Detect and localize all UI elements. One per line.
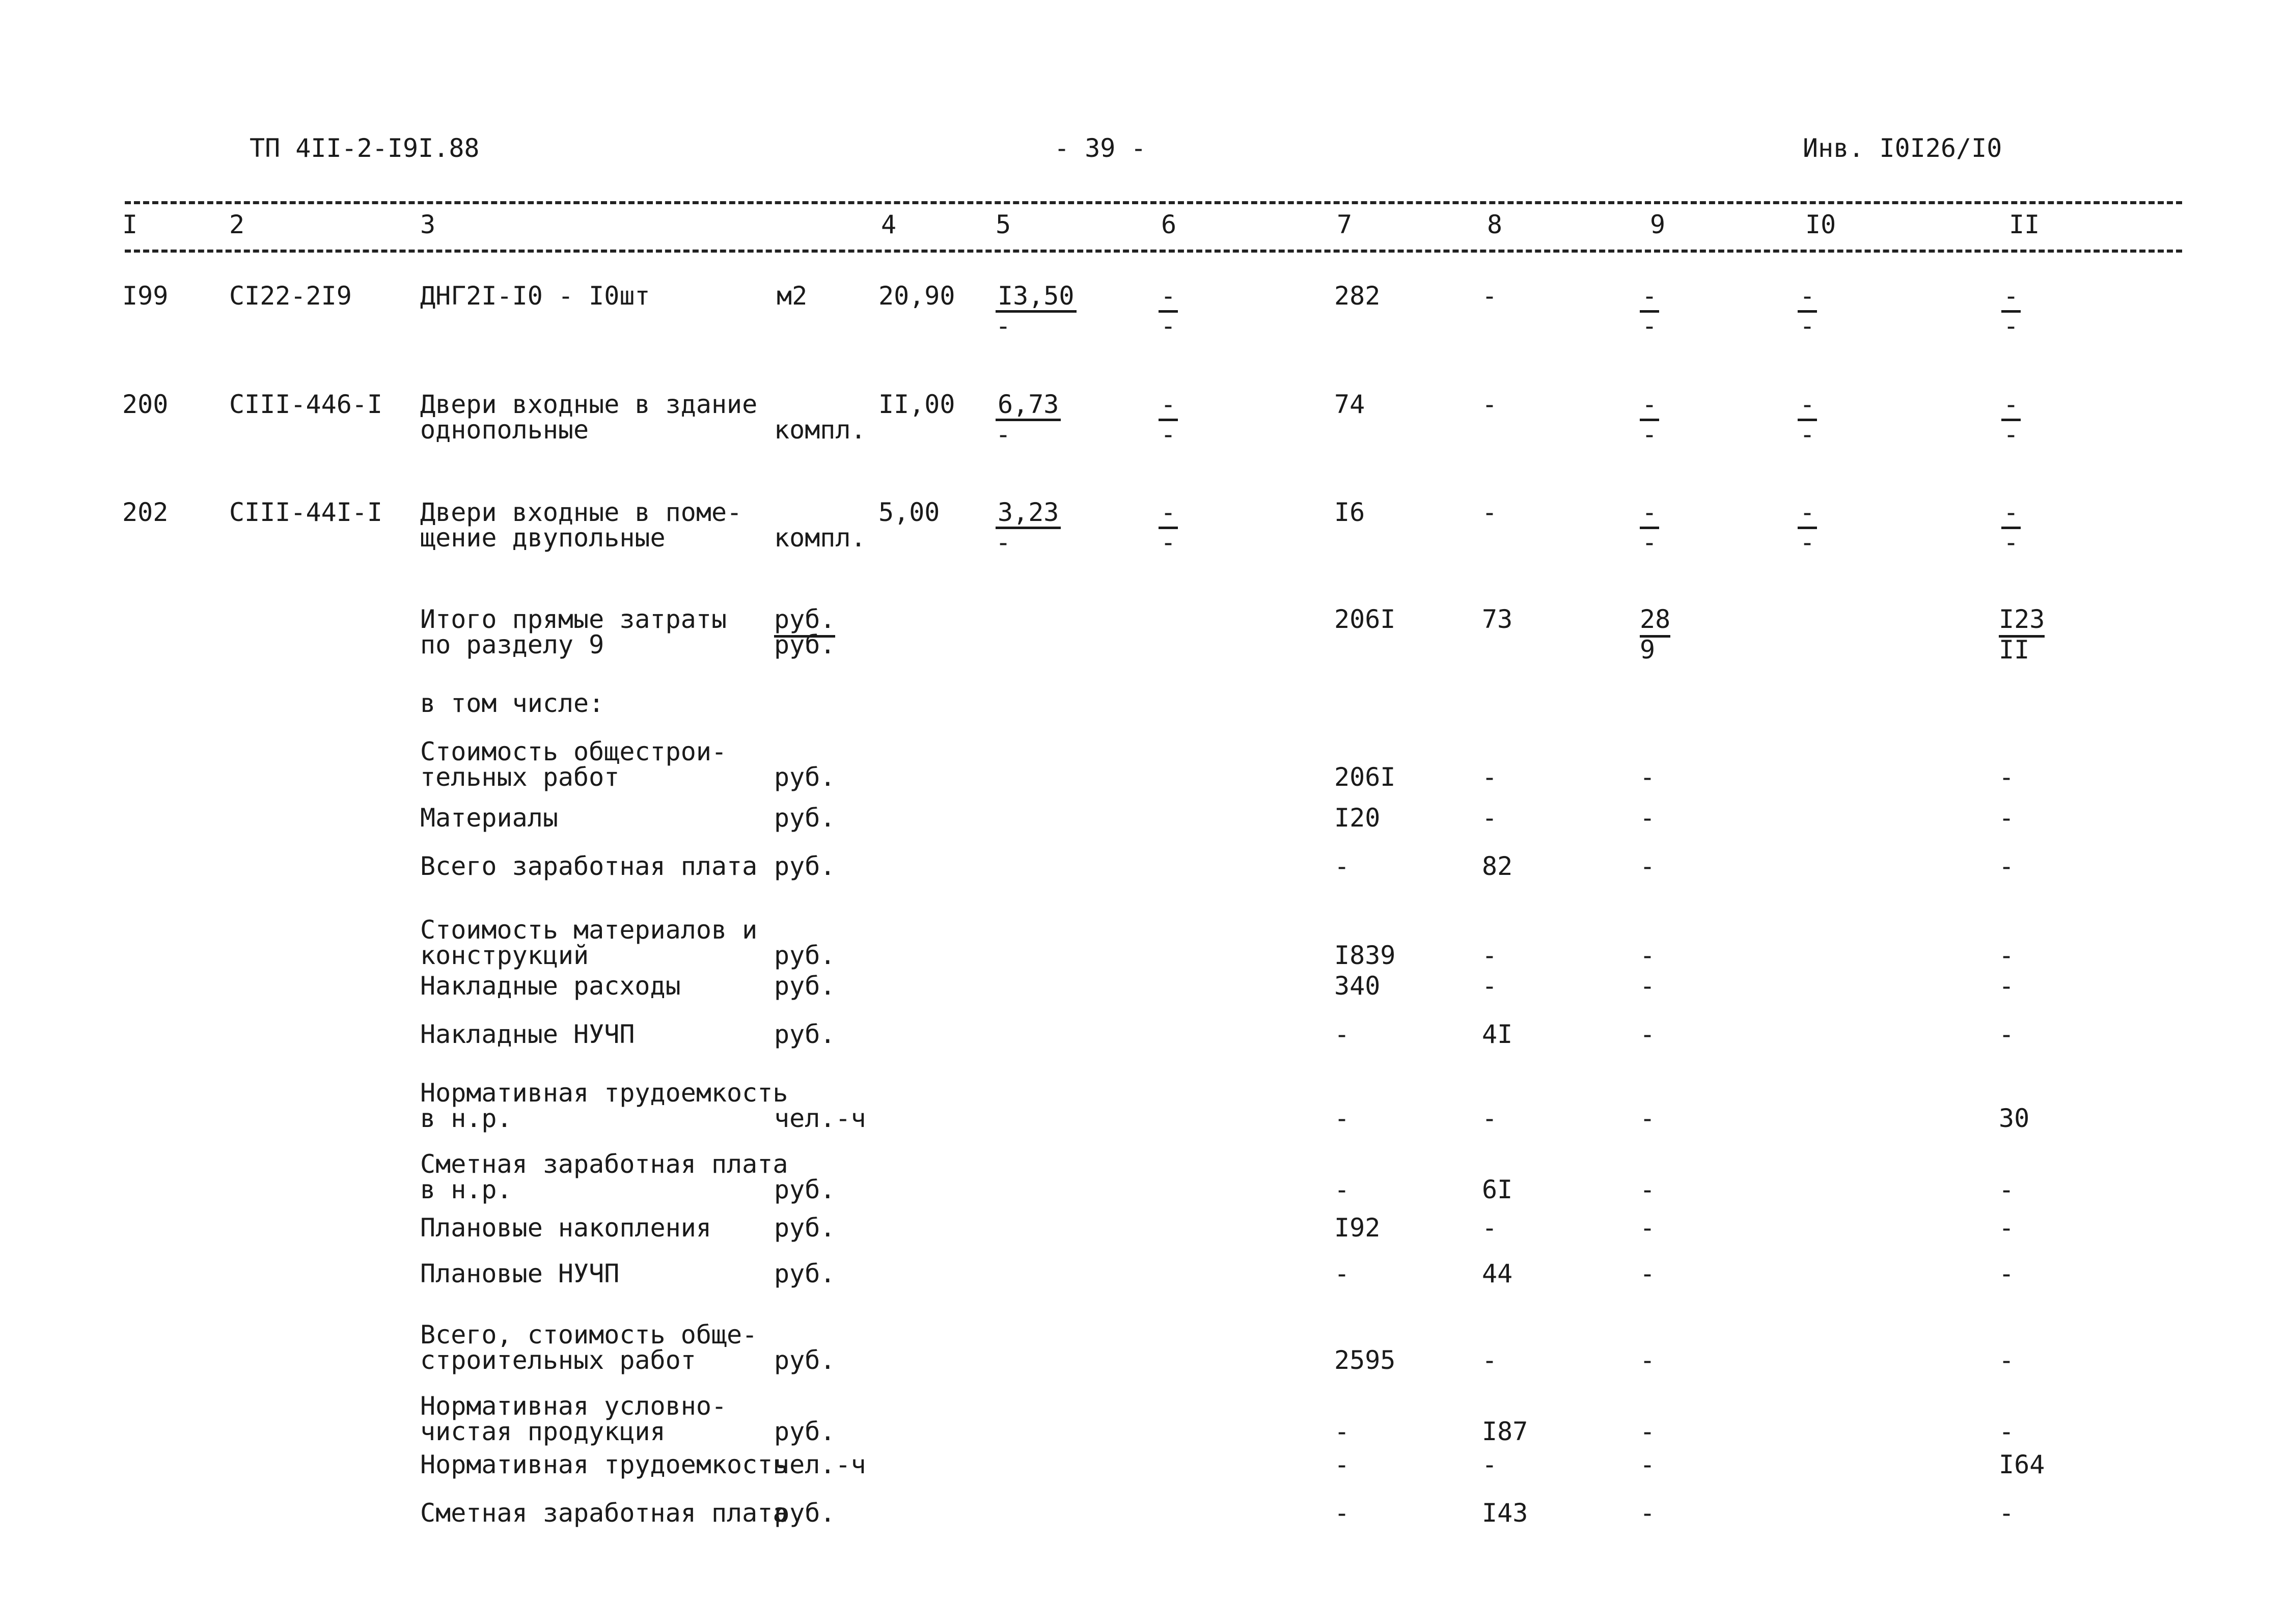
summary-c11: - (1999, 1417, 2015, 1446)
summary-label: Нормативная условно- (420, 1391, 727, 1421)
summary-c9: - (1640, 941, 1656, 970)
table-row-price: 6,73 - (996, 391, 1061, 448)
col-header-10: I0 (1805, 210, 1836, 239)
summary-c7: I92 (1334, 1213, 1381, 1243)
summary-c8: 44 (1482, 1259, 1513, 1288)
summary-c11: - (1999, 941, 2015, 970)
summary-c9: - (1640, 1259, 1656, 1288)
summary-unit: руб. (774, 803, 836, 833)
col-header-2: 2 (229, 210, 245, 239)
summary-label-cont: тельных работ (420, 762, 620, 792)
summary-c8: - (1482, 971, 1498, 1001)
table-row-col11: - - (2001, 391, 2021, 448)
totals-label-cont: по разделу 9 (420, 630, 604, 659)
summary-c9: - (1640, 803, 1656, 833)
summary-label-cont: в н.р. (420, 1175, 512, 1204)
table-row-name: Двери входные в здание (420, 390, 758, 419)
totals-col9-bottom: 9 (1640, 635, 1656, 665)
summary-label-cont: строительных работ (420, 1345, 696, 1375)
table-row-col9: - - (1640, 283, 1659, 339)
summary-c7: 206I (1334, 762, 1396, 792)
totals-col9-top: 28 (1640, 606, 1670, 632)
table-row-name: Двери входные в поме- (420, 498, 742, 527)
summary-c9: - (1640, 1213, 1656, 1243)
totals-label: Итого прямые затраты (420, 604, 727, 634)
summary-unit: руб. (774, 851, 836, 881)
page-number: - 39 - (1054, 133, 1146, 163)
summary-c9: - (1640, 1175, 1656, 1204)
totals-col11-top: I23 (1999, 606, 2045, 632)
table-row-col8: - (1482, 281, 1498, 311)
table-row-total: I6 (1334, 498, 1365, 527)
summary-label-cont: конструкций (420, 941, 589, 970)
summary-c9: - (1640, 1498, 1656, 1528)
summary-unit: руб. (774, 762, 836, 792)
summary-c7: - (1334, 1498, 1350, 1528)
summary-label: Стоимость общестрои- (420, 737, 727, 766)
table-row-num: I99 (122, 281, 169, 311)
table-row-total: 74 (1334, 390, 1365, 419)
summary-label: Нормативная трудоемкость (420, 1450, 788, 1479)
summary-c8: I43 (1482, 1498, 1528, 1528)
col-header-4: 4 (881, 210, 897, 239)
summary-c9: - (1640, 762, 1656, 792)
summary-c7: - (1334, 1417, 1350, 1446)
summary-c7: I839 (1334, 941, 1396, 970)
col-header-1: I (122, 210, 138, 239)
summary-label: Сметная заработная плата (420, 1498, 788, 1528)
table-row-col10: - - (1798, 283, 1817, 339)
table-row-code: CIII-446-I (229, 390, 383, 419)
table-row-qty: II,00 (878, 390, 955, 419)
summary-c8: - (1482, 803, 1498, 833)
summary-c8: 82 (1482, 851, 1513, 881)
summary-label: Накладные НУЧП (420, 1020, 635, 1049)
table-row-num: 200 (122, 390, 169, 419)
table-row-col9: - - (1640, 499, 1659, 556)
summary-unit: руб. (774, 941, 836, 970)
summary-label: Нормативная трудоемкость (420, 1078, 788, 1108)
table-row-col11: - - (2001, 499, 2021, 556)
table-row-col9: - - (1640, 391, 1659, 448)
summary-c8: - (1482, 941, 1498, 970)
summary-c11: - (1999, 1345, 2015, 1375)
totals-col8: 73 (1482, 604, 1513, 634)
summary-label: Плановые накопления (420, 1213, 711, 1243)
summary-c11: - (1999, 1020, 2015, 1049)
table-row-col11: - - (2001, 283, 2021, 339)
summary-label: Стоимость материалов и (420, 915, 758, 945)
summary-c11: - (1999, 803, 2015, 833)
table-row-col6: - - (1159, 391, 1178, 448)
summary-c8: - (1482, 1450, 1498, 1479)
summary-c11: - (1999, 1259, 2015, 1288)
col-header-11: II (2009, 210, 2040, 239)
col-header-8: 8 (1487, 210, 1503, 239)
totals-unit-bottom: руб. (774, 630, 836, 659)
summary-label: Плановые НУЧП (420, 1259, 620, 1288)
inventory-number: Инв. I0I26/I0 (1803, 133, 2002, 163)
summary-c9: - (1640, 1020, 1656, 1049)
summary-c11: - (1999, 971, 2015, 1001)
summary-label: Накладные расходы (420, 971, 681, 1001)
table-row-price: I3,50 - (996, 283, 1077, 339)
summary-unit: руб. (774, 1213, 836, 1243)
totals-col11-bottom: II (1999, 635, 2030, 665)
summary-c9: - (1640, 1345, 1656, 1375)
summary-c7: 2595 (1334, 1345, 1396, 1375)
summary-label: Сметная заработная плата (420, 1149, 788, 1179)
summary-c8: I87 (1482, 1417, 1528, 1446)
summary-label: Всего заработная плата (420, 851, 758, 881)
table-row-name: ДНГ2I-I0 - I0шт (420, 281, 650, 311)
table-row-code: CIII-44I-I (229, 498, 383, 527)
table-row-col8: - (1482, 390, 1498, 419)
summary-c7: I20 (1334, 803, 1381, 833)
table-row-name-cont: щение двупольные (420, 523, 666, 553)
summary-unit: руб. (774, 1417, 836, 1446)
summary-unit: руб. (774, 1259, 836, 1288)
col-header-3: 3 (420, 210, 436, 239)
summary-c8: - (1482, 1213, 1498, 1243)
table-row-code: CI22-2I9 (229, 281, 352, 311)
table-row-col10: - - (1798, 499, 1817, 556)
doc-code: ТП 4II-2-I9I.88 (250, 133, 480, 163)
summary-c9: - (1640, 851, 1656, 881)
header-rule-top (125, 201, 2182, 204)
table-row-unit: компл. (774, 523, 866, 553)
summary-c9: - (1640, 971, 1656, 1001)
summary-unit: чел.-ч (774, 1450, 866, 1479)
table-row-col6: - - (1159, 283, 1178, 339)
col-header-5: 5 (996, 210, 1011, 239)
col-header-6: 6 (1161, 210, 1177, 239)
summary-unit: руб. (774, 971, 836, 1001)
summary-c8: 6I (1482, 1175, 1513, 1204)
summary-c9: - (1640, 1104, 1656, 1133)
table-row-unit: компл. (774, 415, 866, 445)
table-row-price: 3,23 - (996, 499, 1061, 556)
table-row-qty: 5,00 (878, 498, 940, 527)
summary-c7: - (1334, 1259, 1350, 1288)
summary-c8: - (1482, 1104, 1498, 1133)
totals-col7: 206I (1334, 604, 1396, 634)
summary-c8: - (1482, 1345, 1498, 1375)
including-label: в том числе: (420, 689, 604, 718)
header-rule-bottom (125, 250, 2182, 253)
summary-unit: руб. (774, 1020, 836, 1049)
table-row-unit: м2 (777, 281, 808, 311)
summary-c11: - (1999, 1175, 2015, 1204)
table-row-qty: 20,90 (878, 281, 955, 311)
summary-unit: чел.-ч (774, 1104, 866, 1133)
table-row-name-cont: однопольные (420, 415, 589, 445)
summary-c7: - (1334, 1450, 1350, 1479)
summary-c7: - (1334, 1175, 1350, 1204)
summary-c9: - (1640, 1417, 1656, 1446)
summary-c9: - (1640, 1450, 1656, 1479)
summary-unit: руб. (774, 1175, 836, 1204)
summary-c8: - (1482, 762, 1498, 792)
summary-unit: руб. (774, 1345, 836, 1375)
table-row-col8: - (1482, 498, 1498, 527)
summary-c11: - (1999, 1498, 2015, 1528)
summary-c7: 340 (1334, 971, 1381, 1001)
summary-c11: - (1999, 851, 2015, 881)
totals-unit-top: руб. (774, 606, 835, 632)
summary-c11: - (1999, 1213, 2015, 1243)
summary-c11: 30 (1999, 1104, 2030, 1133)
col-header-7: 7 (1337, 210, 1353, 239)
summary-label-cont: чистая продукция (420, 1417, 666, 1446)
summary-c8: 4I (1482, 1020, 1513, 1049)
summary-c11: - (1999, 762, 2015, 792)
summary-c7: - (1334, 851, 1350, 881)
summary-c11: I64 (1999, 1450, 2045, 1479)
table-row-total: 282 (1334, 281, 1381, 311)
summary-unit: руб. (774, 1498, 836, 1528)
summary-c7: - (1334, 1020, 1350, 1049)
col-header-9: 9 (1650, 210, 1666, 239)
table-row-col6: - - (1159, 499, 1178, 556)
summary-label-cont: в н.р. (420, 1104, 512, 1133)
summary-label: Всего, стоимость обще- (420, 1320, 758, 1350)
table-row-num: 202 (122, 498, 169, 527)
table-row-col10: - - (1798, 391, 1817, 448)
summary-c7: - (1334, 1104, 1350, 1133)
summary-label: Материалы (420, 803, 558, 833)
